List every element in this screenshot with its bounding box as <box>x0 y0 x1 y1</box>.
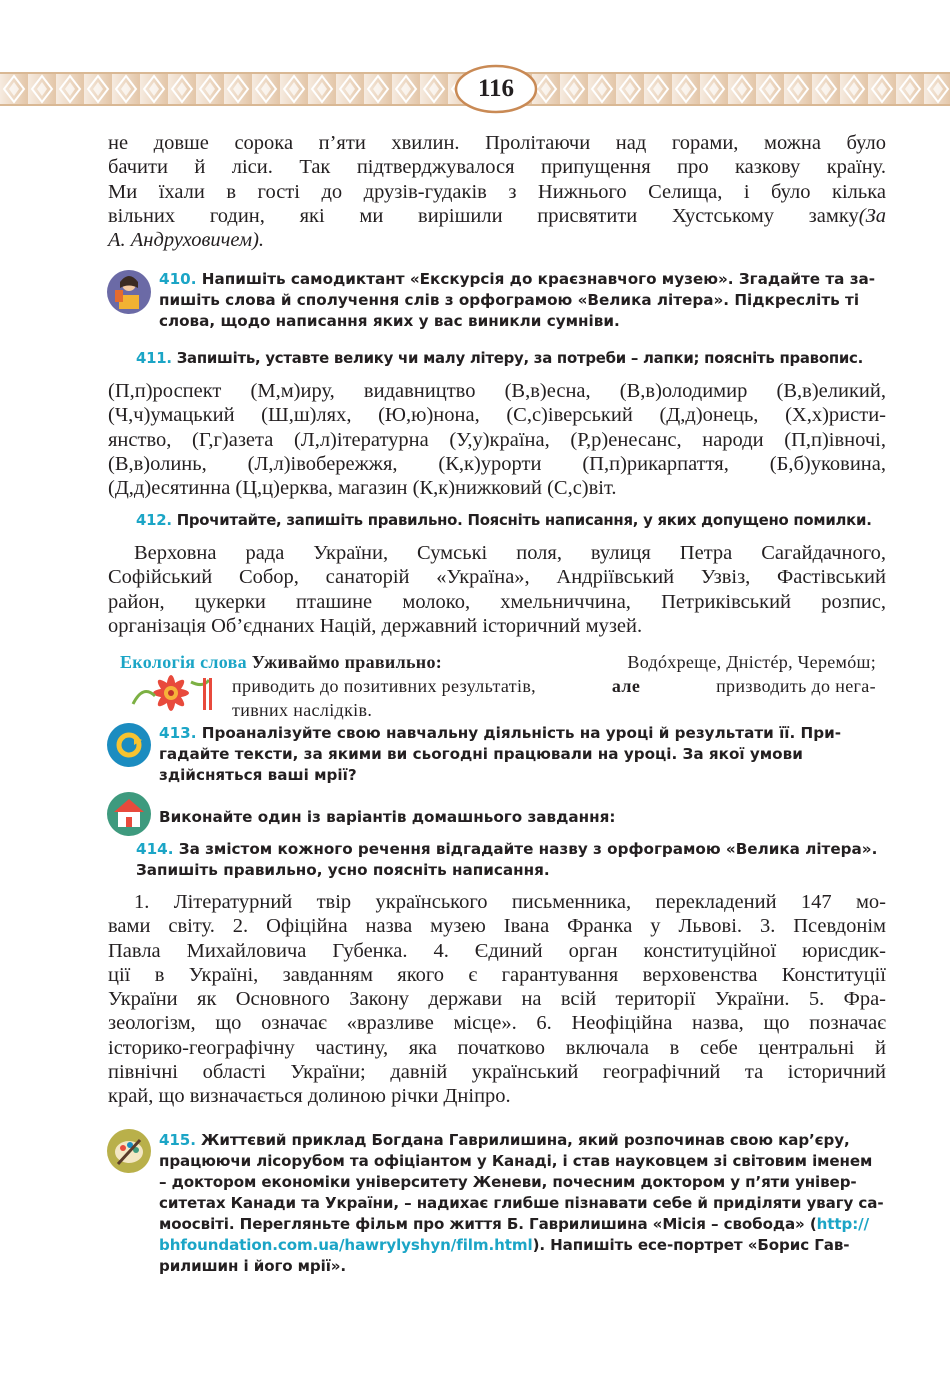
text-line: не довше сорока п’яти хвилин. Пролітаючи над горами, можна було <box>108 132 886 154</box>
intro-paragraph <box>108 131 886 252</box>
film-link-continued[interactable]: bhfoundation.com.ua/hawrylyshyn/film.html <box>159 1236 533 1254</box>
ecology-box: Екологія слова Уживаймо правильно: Водóхреще, Дністéр, Черемóш; <box>120 652 876 672</box>
task-410: 410. Напишіть самодиктант «Екскурсія до краєзнавчого музею». Згадайте та за- пишіть слова й сполучення слів з орфограмою «Велика літера». Підкресліть ті слова, щодо написання яких у вас виникли сумніви. <box>159 270 876 330</box>
task-412-exercise: Верховна рада України, Сумські поля, вулиця Петра Сагайдачного, Софійський Собор, санаторій «Україна», Андріївський Узвіз, Фастівський район, цукерки пташине молоко, хмельниччина, Петриківський розпис, організація Об’єднаних Націй, державний історичний музей. <box>108 542 886 637</box>
task-number: 413. <box>159 724 197 742</box>
task-number: 410. <box>159 270 197 288</box>
task-413: 413. Проаналізуйте свою навчальну діяльність на уроці й результати її. При- гадайте тексти, за якими ви сьогодні працювали на уроці. За якої умови здійсняться ваші мрії? <box>159 724 842 784</box>
reading-girl-icon <box>106 268 152 316</box>
palette-brush-icon <box>106 1128 152 1174</box>
ecology-title: Екологія слова <box>120 652 247 672</box>
task-411-exercise: (П,п)роспект (М,м)иру, видавництво (В,в)есна, (В,в)олодимир (В,в)еликий, (Ч,ч)умацький (Ш,ш)лях, (Ю,ю)нона, (С,с)іверський (Д,д)онець, (Х,х)ристи- янство, (Г,г)азета (Л,л)ітературна (У,у)країна, (Р,р)енесанс, народи (П,п)івночі, (В,в)олинь, (Л,л)івобережжя, (К,к)урорти (П,п)рикарпаття, (Б,б)уковина, (Д,д)есятинна (Ц,ц)ерква, магазин (К,к)нижковий (С,с)віт. <box>108 380 886 500</box>
text-line: А. Андруховичем). <box>108 229 265 252</box>
ecology-heading: Уживаймо правильно: <box>251 652 443 672</box>
refresh-cycle-icon <box>106 722 152 768</box>
homework-heading: Виконайте один із варіантів домашнього завдання: <box>159 808 616 826</box>
film-link[interactable]: http:// <box>816 1215 869 1233</box>
task-414-body: 1. Літературний твір українського письменника, перекладений 147 мо- вами світу. 2. Офіційна назва музею Івана Франка у Львові. 3. Псевдонім Павла Михайловича Губенка. 4. Єдиний орган конституційної юрисдик- ції в Україні, завданням якого є гарантування верховенства Конституції України як Основного Закону держави на всій території України. 5. Фра- зеологізм, що означає «вразливе місце». 6. Неофіційна назва, що позначає історико-географічну частину, яка початково включала в себе центральні й північні області України; давній український географічний та історичний край, що визначається долиною річки Дніпро. <box>108 891 886 1108</box>
text-line: вільних годин, які ми вирішили присвятити Хустському замку(За <box>108 204 886 227</box>
flower-ornament-icon <box>127 674 217 712</box>
task-number: 414. <box>136 840 174 858</box>
task-414: 414. За змістом кожного речення відгадайте назву з орфограмою «Велика літера». Запишіть правильно, усно поясніть написання. <box>136 840 878 879</box>
ecology-text: приводить до позитивних результатів, але призводить до нега- тивних наслідків. <box>232 676 876 720</box>
task-411: 411. Запишіть, уставте велику чи малу літеру, за потреби – лапки; поясніть правопис. <box>136 349 864 367</box>
task-number: 412. <box>136 511 172 529</box>
task-415: 415. Життєвий приклад Богдана Гаврилишина, який розпочинав свою кар’єру, працюючи лісорубом та офіціантом у Канаді, і став науковцем зі світовим іменем – доктором економіки університету Женеви, почесним доктором у п’яти універ- ситетах Канади та України, – надихає глибше пізнавати себе й приділяти увагу са- моосвіті. Перегляньте фільм про життя Б. Гаврилишина «Місія – свобода» (http:// bhfoundation.com.ua/hawrylyshyn/film.html). Напишіть есе-портрет «Борис Гав- рилишин і його мрії». <box>159 1131 884 1275</box>
task-number: 411. <box>136 349 172 367</box>
task-412: 412. Прочитайте, запишіть правильно. Поясніть написання, у яких допущено помилки. <box>136 511 872 529</box>
page-number: 116 <box>477 75 515 102</box>
home-icon <box>106 791 152 837</box>
task-number: 415. <box>159 1131 196 1149</box>
text-line: Ми їхали в гості до друзів-гудаків з Нижнього Селища, і було кілька <box>108 180 886 203</box>
text-line: бачити й ліси. Так підтверджувалося припущення про казкову країну. <box>108 156 886 179</box>
